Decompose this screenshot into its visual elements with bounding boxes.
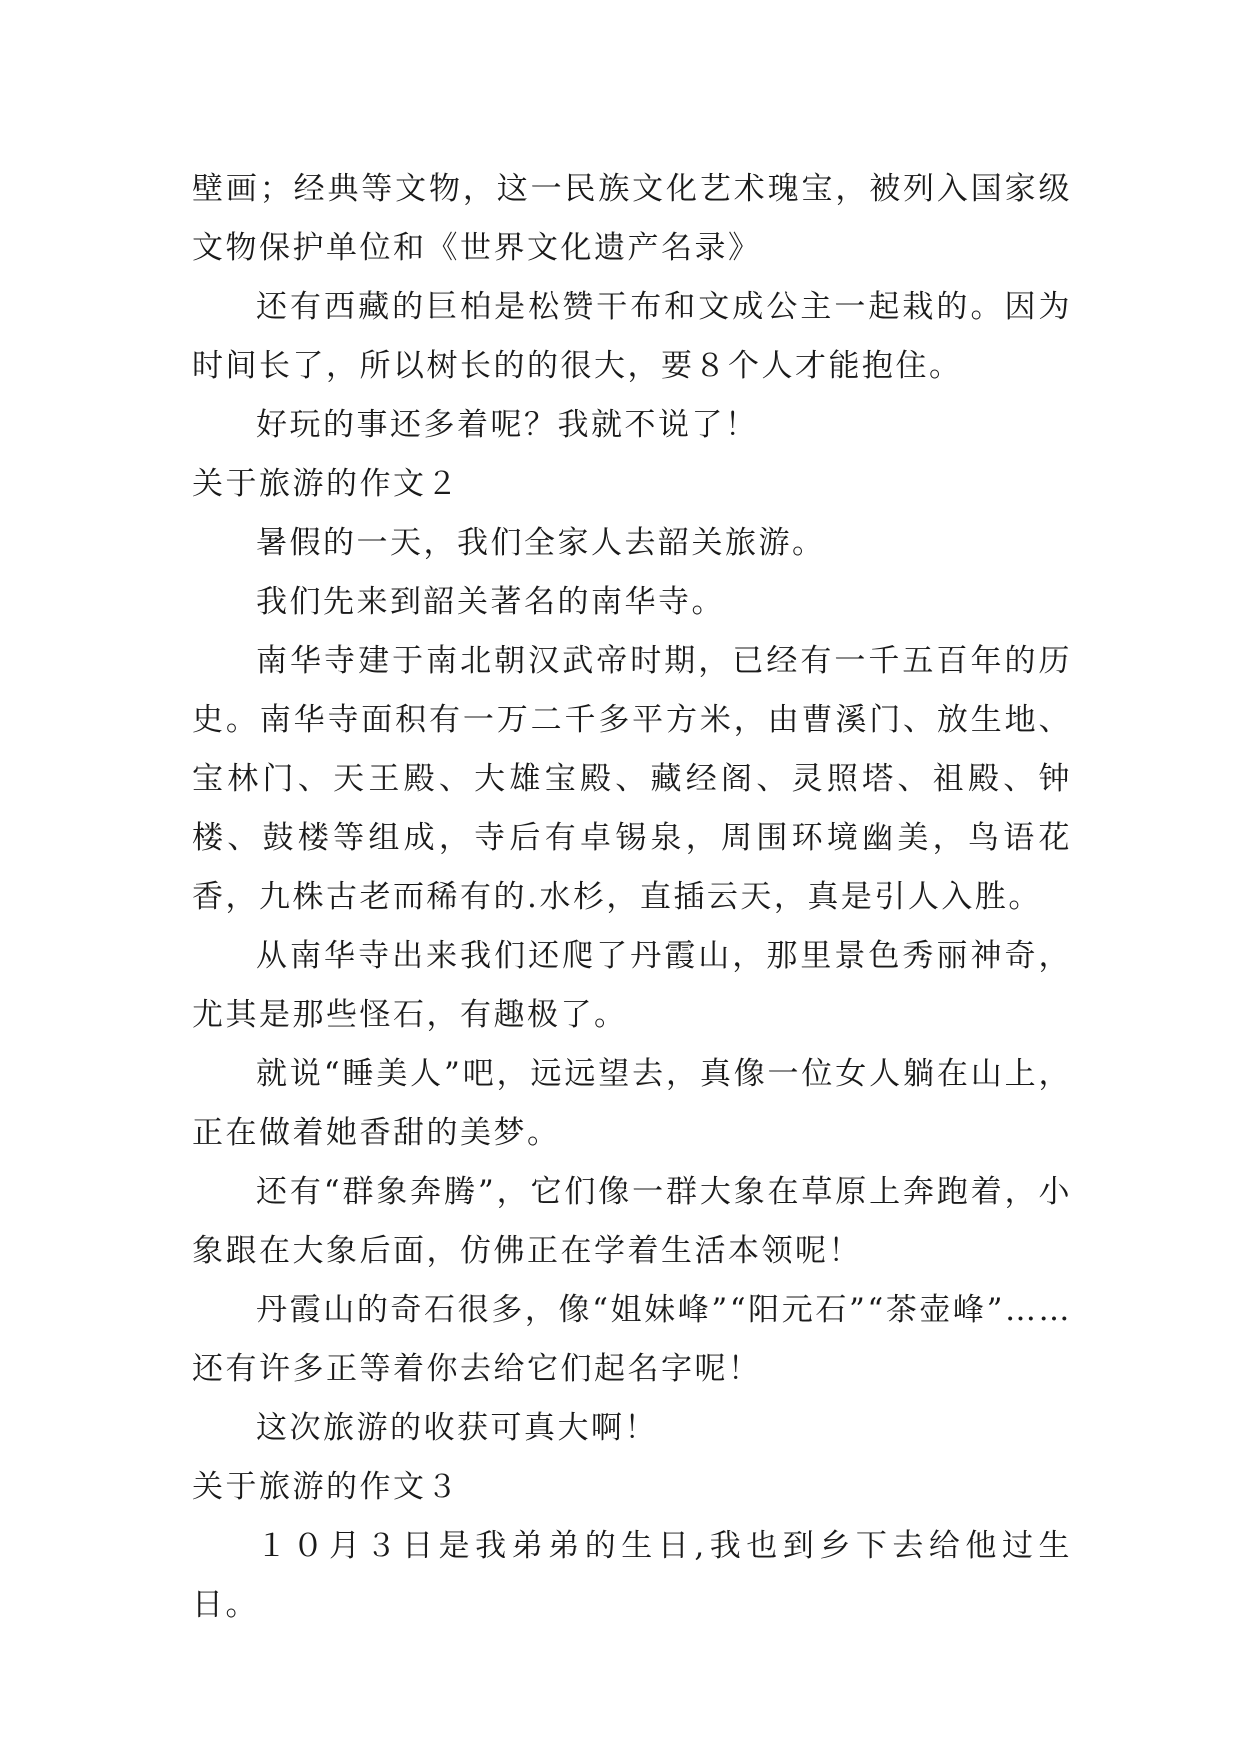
paragraph: １０月３日是我弟弟的生日,我也到乡下去给他过生日。 (192, 1528, 1072, 1623)
paragraph: 暑假的一天，我们全家人去韶关旅游。 (256, 525, 826, 561)
paragraph: 这次旅游的收获可真大啊！ (256, 1410, 658, 1446)
paragraph: 就说“睡美人”吧，远远望去，真像一位女人躺在山上，正在做着她香甜的美梦。 (192, 1056, 1072, 1151)
paragraph: 好玩的事还多着呢？我就不说了！ (256, 407, 759, 443)
paragraph: 还有“群象奔腾”，它们像一群大象在草原上奔跑着，小象跟在大象后面，仿佛正在学着生活本领呢！ (192, 1174, 1072, 1269)
document-body (192, 160, 1072, 1635)
paragraph: 还有西藏的巨柏是松赞干布和文成公主一起栽的。因为时间长了，所以树长的的很大，要８个人才能抱住。 (192, 289, 1072, 384)
paragraph: 丹霞山的奇石很多，像“姐妹峰”“阳元石”“茶壶峰”……还有许多正等着你去给它们起名字呢！ (192, 1292, 1072, 1387)
paragraph: 我们先来到韶关著名的南华寺。 (256, 584, 725, 620)
paragraph: 壁画；经典等文物，这一民族文化艺术瑰宝，被列入国家级文物保护单位和《世界文化遗产名录》 (192, 171, 1072, 266)
section-heading: 关于旅游的作文３ (192, 1469, 460, 1505)
paragraph: 从南华寺出来我们还爬了丹霞山，那里景色秀丽神奇，尤其是那些怪石，有趣极了。 (192, 938, 1072, 1033)
paragraph: 南华寺建于南北朝汉武帝时期，已经有一千五百年的历史。南华寺面积有一万二千多平方米，由曹溪门、放生地、宝林门、天王殿、大雄宝殿、藏经阁、灵照塔、祖殿、钟楼、鼓楼等组成，寺后有卓锡泉，周围环境幽美，鸟语花香，九株古老而稀有的.水杉，直插云天，真是引人入胜。 (192, 643, 1072, 915)
section-heading: 关于旅游的作文２ (192, 466, 460, 502)
